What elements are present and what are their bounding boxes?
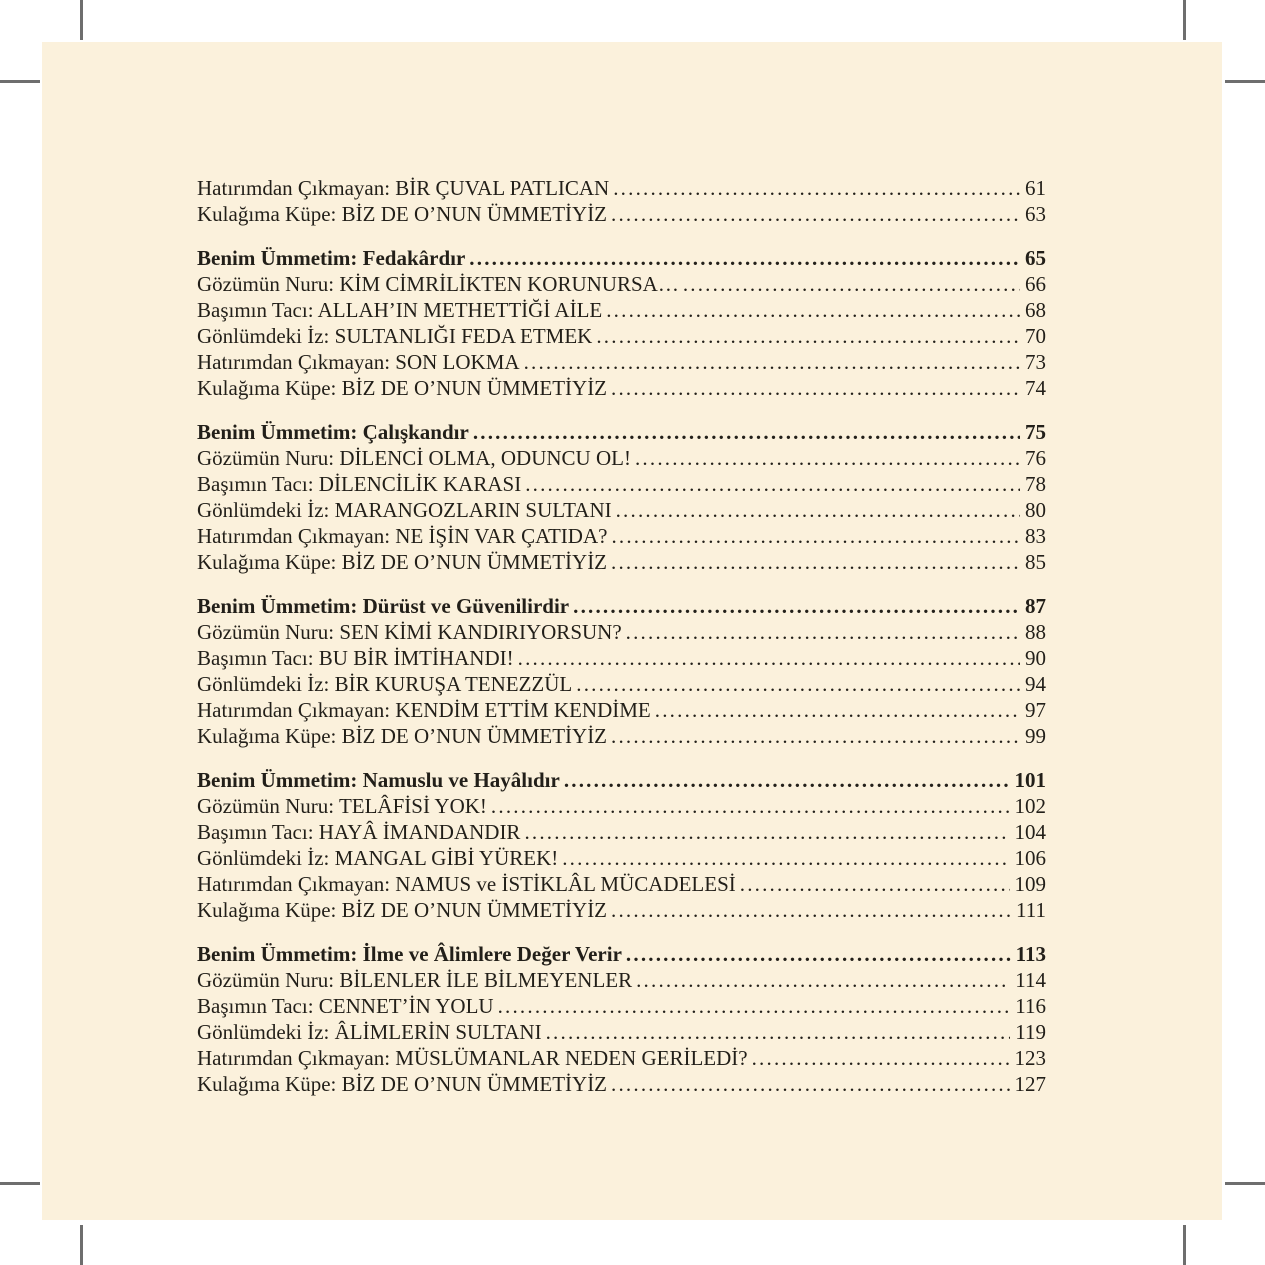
toc-section-heading-row — [197, 941, 1046, 967]
toc-entry-label — [197, 550, 607, 574]
toc-entry-row — [197, 445, 1046, 471]
toc-entry-row — [197, 323, 1046, 349]
toc-entry-prefix: Kulağıma Küpe: — [197, 898, 337, 922]
toc-entry-title: BİR KURUŞA TENEZZÜL — [334, 672, 573, 696]
toc-entry-title: BU BİR İMTİHANDI! — [318, 646, 514, 670]
toc-page-number: 65 — [1020, 245, 1046, 271]
toc-page-number: 88 — [1020, 619, 1046, 645]
toc-entry-row — [197, 1045, 1046, 1071]
toc-page-number: 109 — [1010, 871, 1047, 897]
table-of-contents — [197, 175, 1046, 1097]
toc-entry-title: HAYÂ İMANDANDIR — [318, 820, 521, 844]
dot-leader — [635, 446, 1046, 470]
toc-entry-row — [197, 697, 1046, 723]
dot-leader — [683, 272, 1046, 296]
toc-entry-row — [197, 871, 1046, 897]
toc-entry-row — [197, 967, 1046, 993]
toc-section-heading-row — [197, 593, 1046, 619]
toc-entry-row — [197, 471, 1046, 497]
crop-mark-top-right-vertical — [1183, 0, 1186, 40]
toc-page-number: 66 — [1020, 271, 1046, 297]
toc-entry-label — [197, 1046, 748, 1070]
toc-entry-label — [197, 994, 494, 1018]
dot-leader — [636, 968, 1046, 992]
toc-entry-label — [197, 620, 622, 644]
toc-entry-row — [197, 349, 1046, 375]
toc-entry-row — [197, 523, 1046, 549]
toc-page-number: 116 — [1010, 993, 1046, 1019]
toc-entry-prefix: Başımın Tacı: — [197, 994, 314, 1018]
toc-section — [197, 419, 1046, 575]
toc-entry-label — [197, 646, 514, 670]
toc-entry-label — [197, 272, 679, 296]
toc-entry-prefix: Hatırımdan Çıkmayan: — [197, 524, 391, 548]
toc-entry-label — [197, 472, 521, 496]
toc-section-heading-label: Benim Ümmetim: Fedakârdır — [197, 246, 466, 270]
toc-entry-prefix: Gönlümdeki İz: — [197, 672, 330, 696]
toc-section-heading-label: Benim Ümmetim: Namuslu ve Hayâlıdır — [197, 768, 560, 792]
toc-entry-title: BİZ DE O’NUN ÜMMETİYİZ — [341, 202, 608, 226]
toc-section — [197, 175, 1046, 227]
toc-page-number: 119 — [1010, 1019, 1046, 1045]
toc-page-number: 70 — [1020, 323, 1046, 349]
toc-entry-title: DİLENCİ OLMA, ODUNCU OL! — [339, 446, 631, 470]
toc-entry-label — [197, 968, 632, 992]
toc-entry-label — [197, 698, 651, 722]
toc-entry-title: KENDİM ETTİM KENDİME — [395, 698, 651, 722]
dot-leader — [576, 672, 1046, 696]
toc-entry-prefix: Kulağıma Küpe: — [197, 202, 337, 226]
toc-page-number: 94 — [1020, 671, 1046, 697]
toc-page-number: 87 — [1020, 593, 1046, 619]
dot-leader — [611, 202, 1046, 226]
crop-mark-top-left-vertical — [80, 0, 83, 40]
crop-mark-bottom-right-vertical — [1183, 1225, 1186, 1265]
toc-entry-title: NAMUS ve İSTİKLÂL MÜCADELESİ — [395, 872, 736, 896]
toc-entry-prefix: Kulağıma Küpe: — [197, 1072, 337, 1096]
toc-entry-label — [197, 350, 520, 374]
toc-page-number: 74 — [1020, 375, 1046, 401]
toc-entry-title: MARANGOZLARIN SULTANI — [334, 498, 612, 522]
crop-mark-bottom-left-vertical — [80, 1225, 83, 1265]
toc-entry-row — [197, 645, 1046, 671]
toc-page-number: 114 — [1010, 967, 1046, 993]
toc-section-heading-label: Benim Ümmetim: Çalışkandır — [197, 420, 469, 444]
toc-entry-row — [197, 1019, 1046, 1045]
dot-leader — [596, 324, 1046, 348]
toc-entry-prefix: Gönlümdeki İz: — [197, 324, 330, 348]
toc-entry-row — [197, 723, 1046, 749]
dot-leader — [562, 846, 1046, 870]
dot-leader — [525, 472, 1046, 496]
dot-leader — [613, 176, 1046, 200]
toc-entry-prefix: Gözümün Nuru: — [197, 446, 335, 470]
toc-entry-prefix: Gözümün Nuru: — [197, 620, 335, 644]
toc-page-number: 90 — [1020, 645, 1046, 671]
toc-page-number: 97 — [1020, 697, 1046, 723]
toc-entry-title: SULTANLIĞI FEDA ETMEK — [334, 324, 593, 348]
toc-entry-label — [197, 820, 520, 844]
toc-page-number: 75 — [1020, 419, 1046, 445]
toc-entry-prefix: Gözümün Nuru: — [197, 272, 335, 296]
toc-entry-label — [197, 872, 736, 896]
toc-entry-prefix: Başımın Tacı: — [197, 472, 314, 496]
toc-entry-title: MÜSLÜMANLAR NEDEN GERİLEDİ? — [395, 1046, 748, 1070]
dot-leader — [611, 376, 1046, 400]
toc-entry-row — [197, 845, 1046, 871]
toc-section — [197, 941, 1046, 1097]
toc-entry-row — [197, 297, 1046, 323]
dot-leader — [473, 420, 1046, 444]
toc-entry-row — [197, 793, 1046, 819]
toc-page-number: 101 — [1010, 767, 1047, 793]
toc-entry-title: KİM CİMRİLİKTEN KORUNURSA… — [339, 272, 679, 296]
toc-entry-title: BİZ DE O’NUN ÜMMETİYİZ — [341, 550, 608, 574]
toc-entry-label — [197, 524, 607, 548]
toc-entry-label — [197, 898, 607, 922]
toc-entry-label — [197, 1020, 542, 1044]
toc-entry-prefix: Başımın Tacı: — [197, 298, 314, 322]
toc-entry-title: NE İŞİN VAR ÇATIDA? — [395, 524, 608, 548]
dot-leader — [573, 594, 1046, 618]
toc-section-heading-label: Benim Ümmetim: Dürüst ve Güvenilirdir — [197, 594, 570, 618]
toc-entry-label — [197, 672, 572, 696]
dot-leader — [626, 942, 1046, 966]
toc-entry-row — [197, 271, 1046, 297]
toc-entry-prefix: Kulağıma Küpe: — [197, 550, 337, 574]
crop-mark-top-right-horizontal — [1225, 80, 1265, 83]
crop-mark-bottom-left-horizontal — [0, 1182, 40, 1185]
toc-entry-label — [197, 376, 607, 400]
toc-page-number: 78 — [1020, 471, 1046, 497]
toc-entry-row — [197, 619, 1046, 645]
crop-mark-bottom-right-horizontal — [1225, 1182, 1265, 1185]
toc-page-number: 63 — [1020, 201, 1046, 227]
toc-section-heading-row — [197, 245, 1046, 271]
toc-entry-title: SON LOKMA — [395, 350, 520, 374]
toc-entry-prefix: Hatırımdan Çıkmayan: — [197, 1046, 391, 1070]
toc-entry-prefix: Başımın Tacı: — [197, 646, 314, 670]
toc-page-number: 83 — [1020, 523, 1046, 549]
toc-entry-row — [197, 993, 1046, 1019]
crop-mark-top-left-horizontal — [0, 80, 40, 83]
toc-page-number: 68 — [1020, 297, 1046, 323]
toc-entry-prefix: Hatırımdan Çıkmayan: — [197, 872, 391, 896]
toc-entry-row — [197, 375, 1046, 401]
dot-leader — [611, 898, 1046, 922]
book-page — [42, 42, 1222, 1220]
toc-entry-title: BİZ DE O’NUN ÜMMETİYİZ — [341, 898, 608, 922]
toc-section-heading-label: Benim Ümmetim: İlme ve Âlimlere Değer Verir — [197, 942, 622, 966]
toc-page-number: 99 — [1020, 723, 1046, 749]
toc-entry-prefix: Hatırımdan Çıkmayan: — [197, 176, 391, 200]
toc-entry-label — [197, 298, 602, 322]
dot-leader — [564, 768, 1046, 792]
toc-entry-prefix: Hatırımdan Çıkmayan: — [197, 698, 391, 722]
dot-leader — [740, 872, 1046, 896]
toc-entry-row — [197, 819, 1046, 845]
toc-entry-label — [197, 324, 592, 348]
dot-leader — [611, 724, 1046, 748]
dot-leader — [518, 646, 1046, 670]
toc-entry-title: BİR ÇUVAL PATLICAN — [395, 176, 610, 200]
toc-entry-label — [197, 794, 487, 818]
toc-entry-label — [197, 1072, 607, 1096]
toc-entry-row — [197, 175, 1046, 201]
toc-page-number: 127 — [1010, 1071, 1047, 1097]
toc-entry-row — [197, 497, 1046, 523]
toc-page-number: 80 — [1020, 497, 1046, 523]
dot-leader — [616, 498, 1046, 522]
toc-page-number: 111 — [1011, 897, 1046, 923]
dot-leader — [752, 1046, 1046, 1070]
dot-leader — [524, 350, 1046, 374]
toc-page-number: 85 — [1020, 549, 1046, 575]
toc-entry-row — [197, 897, 1046, 923]
dot-leader — [611, 524, 1046, 548]
toc-section — [197, 767, 1046, 923]
toc-entry-prefix: Kulağıma Küpe: — [197, 376, 337, 400]
toc-entry-title: BİZ DE O’NUN ÜMMETİYİZ — [341, 376, 608, 400]
toc-entry-label — [197, 724, 607, 748]
toc-entry-label — [197, 176, 609, 200]
toc-entry-row — [197, 549, 1046, 575]
toc-page-number: 123 — [1010, 1045, 1047, 1071]
toc-entry-title: MANGAL GİBİ YÜREK! — [334, 846, 559, 870]
toc-entry-title: BİLENLER İLE BİLMEYENLER — [339, 968, 633, 992]
dot-leader — [524, 820, 1046, 844]
dot-leader — [655, 698, 1046, 722]
toc-entry-prefix: Hatırımdan Çıkmayan: — [197, 350, 391, 374]
toc-section — [197, 593, 1046, 749]
toc-entry-row — [197, 201, 1046, 227]
toc-entry-title: BİZ DE O’NUN ÜMMETİYİZ — [341, 1072, 608, 1096]
toc-entry-title: CENNET’İN YOLU — [318, 994, 494, 1018]
toc-page-number: 104 — [1010, 819, 1047, 845]
toc-section-heading-row — [197, 767, 1046, 793]
toc-page-number: 113 — [1011, 941, 1046, 967]
toc-page-number: 61 — [1020, 175, 1046, 201]
dot-leader — [606, 298, 1046, 322]
toc-entry-row — [197, 671, 1046, 697]
toc-entry-label — [197, 846, 558, 870]
toc-entry-label — [197, 202, 607, 226]
toc-entry-title: DİLENCİLİK KARASI — [318, 472, 522, 496]
toc-entry-row — [197, 1071, 1046, 1097]
toc-section-heading-row — [197, 419, 1046, 445]
dot-leader — [611, 550, 1046, 574]
toc-entry-title: ÂLİMLERİN SULTANI — [334, 1020, 542, 1044]
toc-entry-prefix: Kulağıma Küpe: — [197, 724, 337, 748]
toc-entry-title: BİZ DE O’NUN ÜMMETİYİZ — [341, 724, 608, 748]
toc-entry-prefix: Başımın Tacı: — [197, 820, 314, 844]
dot-leader — [626, 620, 1046, 644]
toc-entry-prefix: Gönlümdeki İz: — [197, 498, 330, 522]
toc-entry-label — [197, 446, 631, 470]
toc-entry-prefix: Gözümün Nuru: — [197, 794, 335, 818]
toc-entry-title: ALLAH’IN METHETTİĞİ AİLE — [317, 298, 603, 322]
toc-entry-title: SEN KİMİ KANDIRIYORSUN? — [339, 620, 622, 644]
toc-entry-prefix: Gönlümdeki İz: — [197, 1020, 330, 1044]
toc-page-number: 76 — [1020, 445, 1046, 471]
dot-leader — [611, 1072, 1046, 1096]
toc-section — [197, 245, 1046, 401]
toc-entry-prefix: Gözümün Nuru: — [197, 968, 335, 992]
toc-entry-title: TELÂFİSİ YOK! — [338, 794, 487, 818]
toc-entry-label — [197, 498, 612, 522]
dot-leader — [498, 994, 1046, 1018]
toc-entry-prefix: Gönlümdeki İz: — [197, 846, 330, 870]
toc-page-number: 106 — [1010, 845, 1047, 871]
dot-leader — [469, 246, 1046, 270]
dot-leader — [491, 794, 1046, 818]
dot-leader — [546, 1020, 1046, 1044]
toc-page-number: 73 — [1020, 349, 1046, 375]
toc-page-number: 102 — [1010, 793, 1047, 819]
